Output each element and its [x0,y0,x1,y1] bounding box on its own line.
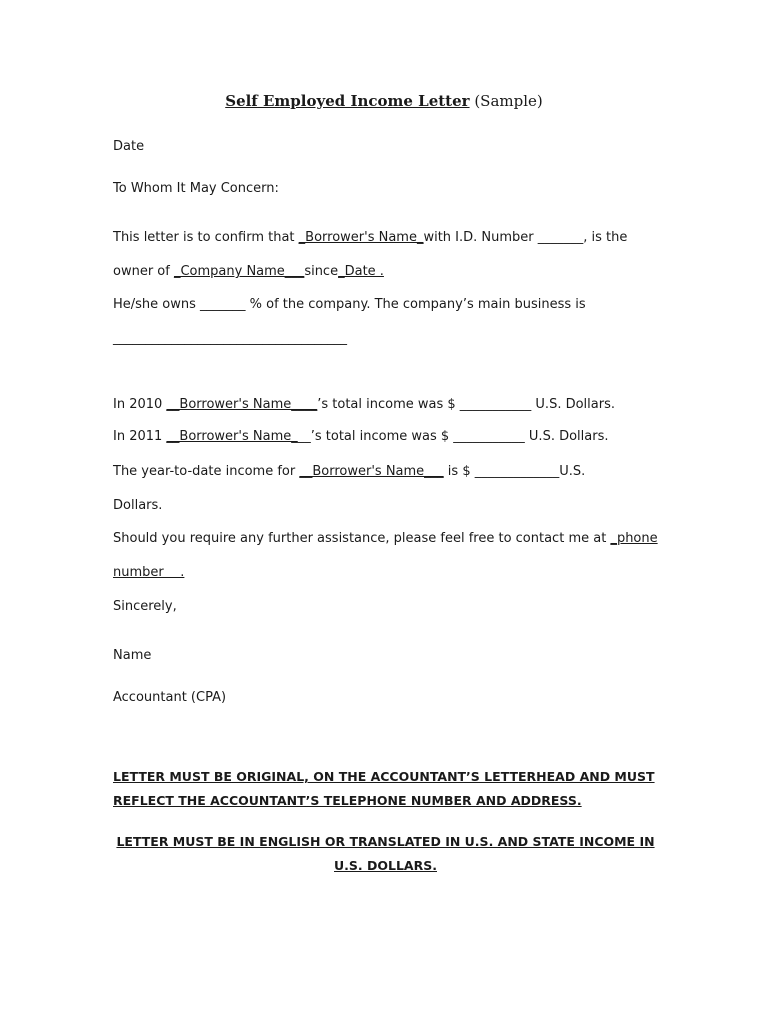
income-2010-line: In 2010 __Borrower's Name____’s total income was $ ___________ U.S. Dollars. [113,397,615,412]
company-name-blank: _Company Name___ [173,264,305,279]
assistance-continued: number . [113,565,185,580]
date-label: Date [113,139,145,154]
salutation: To Whom It May Concern: [113,181,279,196]
income-2011-line: In 2011 __Borrower's Name___’s total income was $ ___________ U.S. Dollars. [113,429,609,444]
closing: Sincerely, [113,599,177,614]
signer-title: Accountant (CPA) [113,690,227,705]
title-main: Self Employed Income Letter [225,92,470,110]
borrower-name-blank: _Borrower's Name_ [298,230,424,245]
borrower-name-blank: __Borrower's Name____ [166,397,318,412]
notice-letterhead: LETTER MUST BE ORIGINAL, ON THE ACCOUNTANT’S LETTERHEAD AND MUST REFLECT THE ACCOUNTANT’S TELEPHONE NUMBER AND ADDRESS. [113,769,655,808]
borrower-name-blank: __Borrower's Name___ [299,464,444,479]
since-date-blank: _Date . [338,264,384,279]
ytd-income-line: The year-to-date income for __Borrower's Name___ is $ _____________U.S. [113,464,586,479]
business-blank-line: ____________________________________ [113,331,347,346]
owner-line: owner of _Company Name___since_Date . [113,264,384,279]
ytd-income-continued: Dollars. [113,498,163,513]
notice-english: LETTER MUST BE IN ENGLISH OR TRANSLATED IN U.S. AND STATE INCOME IN U.S. DOLLARS. [116,834,655,873]
confirm-line: This letter is to confirm that _Borrower's Name_with I.D. Number _______, is the [113,230,628,245]
assistance-line: Should you require any further assistance, please feel free to contact me at _phone [113,531,658,546]
ownership-line: He/she owns _______ % of the company. The company’s main business is [113,297,586,312]
borrower-name-blank: __Borrower's Name_ [166,429,298,444]
phone-number-blank: _phone [610,531,658,546]
title-suffix: (Sample) [469,92,543,110]
signer-name: Name [113,648,152,663]
page-title [0,92,768,110]
